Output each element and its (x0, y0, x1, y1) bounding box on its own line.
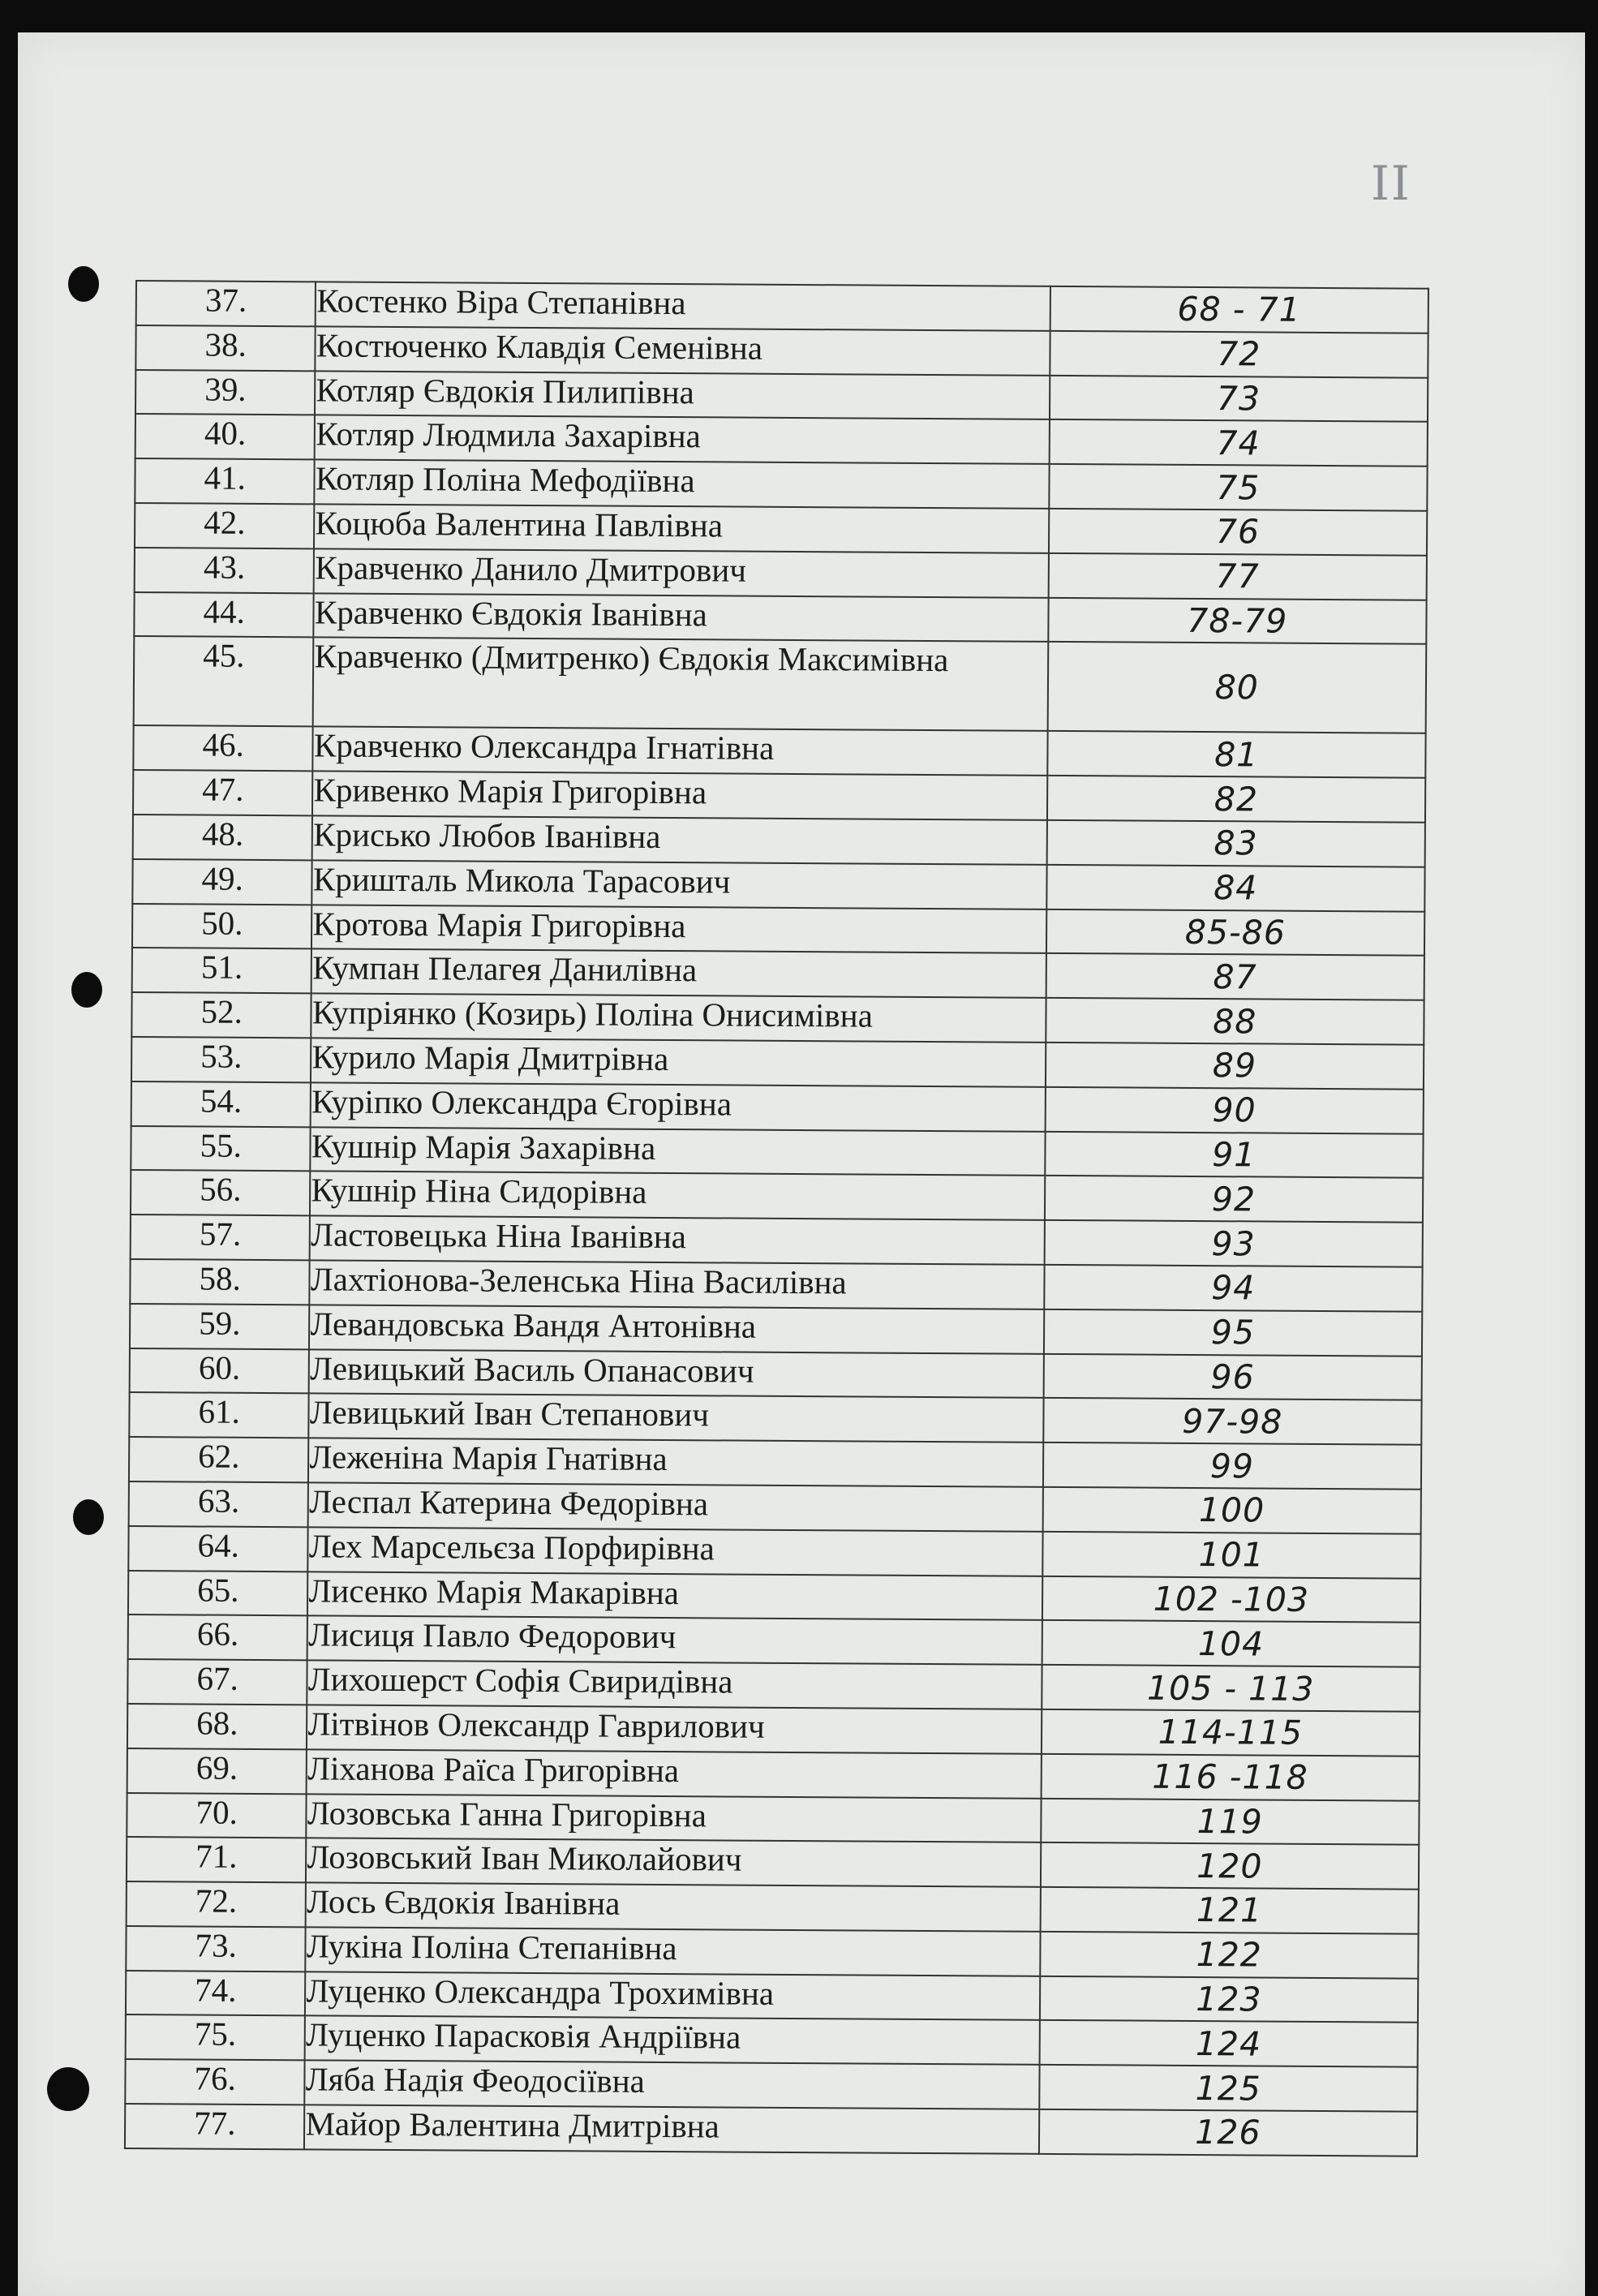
row-number-cell: 68. (127, 1704, 307, 1749)
row-number-cell: 76. (125, 2059, 305, 2105)
row-number-cell: 48. (133, 815, 313, 860)
person-name-cell: Курило Марія Дмитрівна (311, 1038, 1045, 1086)
page-reference-cell: 101 (1042, 1532, 1421, 1579)
page-reference-cell: 81 (1047, 731, 1426, 778)
row-number-cell: 53. (131, 1037, 311, 1082)
table-row (131, 1126, 1423, 1179)
table-row (133, 815, 1425, 867)
page-reference-cell: 100 (1042, 1487, 1421, 1534)
person-name-cell: Купріянко (Козирь) Поліна Онисимівна (311, 993, 1046, 1042)
torn-punch-hole (47, 2067, 89, 2111)
table-row (126, 1971, 1418, 2023)
table-row (128, 1615, 1420, 1667)
table-row (127, 1881, 1419, 1934)
page-reference-cell: 72 (1050, 331, 1428, 378)
page-reference-cell: 116 -118 (1041, 1754, 1420, 1801)
page-reference-cell: 74 (1049, 419, 1428, 467)
table-row (133, 770, 1425, 823)
page-reference-cell: 121 (1040, 1887, 1419, 1934)
person-name-cell: Лось Євдокія Іванівна (306, 1882, 1040, 1931)
punch-hole (68, 266, 99, 302)
punch-hole (73, 1499, 104, 1535)
table-row (132, 904, 1424, 957)
person-name-cell: Лукіна Поліна Степанівна (306, 1927, 1040, 1976)
person-name-cell: Леженіна Марія Гнатівна (308, 1438, 1042, 1486)
row-number-cell: 60. (130, 1348, 310, 1394)
table-row (133, 725, 1425, 778)
table-row (126, 1926, 1418, 1979)
table-row (131, 1037, 1424, 1090)
person-name-cell: Куріпко Олександра Єгорівна (311, 1082, 1045, 1131)
row-number-cell: 67. (127, 1659, 307, 1705)
row-number-cell: 73. (126, 1926, 306, 1971)
table-row (135, 325, 1428, 378)
table-row (129, 1481, 1421, 1534)
row-number-cell: 45. (134, 636, 314, 726)
row-number-cell: 66. (128, 1615, 308, 1660)
person-name-cell: Котляр Поліна Мефодіївна (315, 460, 1049, 509)
row-number-cell: 40. (135, 414, 316, 459)
table-row (131, 1170, 1423, 1223)
row-number-cell: 74. (126, 1971, 306, 2016)
page-reference-cell: 124 (1039, 2020, 1418, 2067)
person-name-cell: Ластовецька Ніна Іванівна (310, 1215, 1044, 1264)
table-row (131, 1081, 1424, 1134)
person-name-cell: Кушнір Марія Захарівна (311, 1127, 1045, 1176)
page-reference-cell: 104 (1042, 1620, 1420, 1667)
table-row (129, 1392, 1421, 1445)
row-number-cell: 59. (130, 1304, 310, 1349)
person-name-cell: Ліханова Раїса Григорівна (307, 1749, 1041, 1798)
person-name-cell: Коцюба Валентина Павлівна (314, 504, 1048, 553)
row-number-cell: 71. (127, 1837, 307, 1882)
person-name-cell: Лозовська Ганна Григорівна (307, 1794, 1041, 1842)
person-name-cell: Лисиця Павло Федорович (307, 1616, 1042, 1665)
page-reference-cell: 93 (1044, 1220, 1423, 1267)
page-reference-cell: 73 (1050, 375, 1428, 422)
person-name-cell: Майор Валентина Дмитрівна (304, 2105, 1038, 2153)
table-row (135, 548, 1427, 600)
row-number-cell: 55. (131, 1126, 311, 1172)
person-name-cell: Лозовський Іван Миколайович (306, 1838, 1040, 1887)
person-name-cell: Котляр Євдокія Пилипівна (315, 371, 1049, 419)
row-number-cell: 44. (134, 592, 314, 638)
row-number-cell: 77. (125, 2104, 305, 2149)
table-row (127, 1792, 1419, 1845)
person-name-cell: Кумпан Пелагея Данилівна (311, 949, 1046, 998)
row-number-cell: 64. (128, 1526, 308, 1572)
row-number-cell: 42. (135, 503, 315, 548)
table-row (136, 281, 1428, 333)
row-number-cell: 61. (129, 1392, 309, 1438)
table-row (135, 414, 1428, 467)
table-row (130, 1348, 1422, 1401)
person-name-cell: Левицький Іван Степанович (309, 1394, 1043, 1443)
page-reference-cell: 126 (1039, 2109, 1418, 2156)
row-number-cell: 75. (126, 2014, 306, 2060)
table-row (127, 1704, 1420, 1756)
page-reference-cell: 83 (1046, 820, 1425, 867)
table-row (135, 370, 1428, 423)
page-reference-cell: 122 (1040, 1932, 1419, 1979)
person-name-cell: Кришталь Микола Тарасович (312, 860, 1046, 909)
page-reference-cell: 91 (1045, 1131, 1424, 1178)
page-reference-cell: 95 (1044, 1309, 1423, 1357)
page-reference-cell: 84 (1046, 865, 1425, 912)
row-number-cell: 63. (129, 1481, 309, 1527)
row-number-cell: 46. (133, 725, 313, 771)
page-reference-cell: 85-86 (1046, 909, 1425, 956)
page-reference-cell: 77 (1048, 553, 1427, 600)
row-number-cell: 52. (131, 992, 311, 1038)
table-row (129, 1437, 1421, 1490)
person-name-cell: Луценко Олександра Трохимівна (305, 1971, 1039, 2020)
row-number-cell: 62. (129, 1437, 309, 1482)
table-row (128, 1570, 1420, 1623)
punch-hole (71, 972, 102, 1008)
table-row (126, 2014, 1418, 2067)
page-reference-cell: 88 (1046, 998, 1424, 1045)
row-number-cell: 38. (135, 325, 316, 371)
page-reference-cell: 89 (1046, 1043, 1424, 1090)
person-name-cell: Леспал Катерина Федорівна (308, 1482, 1042, 1531)
page-reference-cell: 68 - 71 (1050, 286, 1428, 333)
row-number-cell: 54. (131, 1081, 311, 1127)
person-name-cell: Кравченко Данило Дмитрович (314, 548, 1048, 597)
row-number-cell: 65. (128, 1570, 308, 1615)
table-row (130, 1304, 1422, 1357)
row-number-cell: 43. (135, 548, 315, 593)
person-name-cell: Лахтіонова-Зеленська Ніна Василівна (310, 1260, 1044, 1309)
row-number-cell: 72. (127, 1881, 307, 1927)
table-row (127, 1659, 1420, 1712)
roster-table (124, 280, 1429, 2157)
row-number-cell: 69. (127, 1748, 307, 1794)
person-name-cell: Кротова Марія Григорівна (311, 905, 1046, 953)
page-reference-cell: 114-115 (1042, 1709, 1420, 1756)
person-name-cell: Костенко Віра Степанівна (316, 282, 1050, 330)
page-reference-cell: 75 (1049, 464, 1428, 511)
person-name-cell: Костюченко Клавдія Семенівна (316, 326, 1050, 375)
person-name-cell: Кравченко Олександра Ігнатівна (313, 727, 1047, 776)
table-row (128, 1526, 1420, 1579)
page-reference-cell: 125 (1039, 2065, 1418, 2112)
table-row (135, 503, 1427, 556)
person-name-cell: Котляр Людмила Захарівна (315, 415, 1049, 464)
row-number-cell: 50. (132, 904, 312, 949)
table-row (132, 948, 1424, 1000)
table-row (125, 2104, 1417, 2156)
person-name-cell: Лисенко Марія Макарівна (307, 1572, 1042, 1620)
person-name-cell: Луценко Парасковія Андріївна (305, 2016, 1039, 2065)
document-page (18, 32, 1585, 2296)
page-reference-cell: 76 (1049, 509, 1428, 556)
row-number-cell: 41. (135, 458, 315, 504)
row-number-cell: 70. (127, 1792, 307, 1838)
page-reference-cell: 105 - 113 (1042, 1665, 1420, 1712)
table-row (134, 592, 1426, 645)
row-number-cell: 37. (136, 281, 316, 326)
person-name-cell: Ляба Надія Феодосіївна (305, 2061, 1039, 2109)
page-reference-cell: 82 (1047, 776, 1426, 823)
person-name-cell: Крисько Любов Іванівна (312, 815, 1046, 864)
table-row (135, 458, 1427, 511)
person-name-cell: Левандовська Вандя Антонівна (309, 1305, 1043, 1353)
page-reference-cell: 80 (1047, 642, 1426, 733)
person-name-cell: Кушнір Ніна Сидорівна (310, 1172, 1044, 1220)
person-name-cell: Кравченко (Дмитренко) Євдокія Максимівна (313, 638, 1048, 732)
table-row (134, 636, 1427, 733)
person-name-cell: Кравченко Євдокія Іванівна (314, 593, 1048, 642)
person-name-cell: Літвінов Олександр Гаврилович (307, 1705, 1041, 1753)
table-row (131, 1215, 1423, 1267)
person-name-cell: Кривенко Марія Григорівна (312, 772, 1046, 820)
row-number-cell: 39. (135, 370, 316, 415)
table-row (125, 2059, 1417, 2112)
person-name-cell: Лихошерст Софія Свиридівна (307, 1660, 1042, 1709)
row-number-cell: 58. (130, 1259, 310, 1305)
person-name-cell: Лех Марсельєза Порфирівна (308, 1527, 1042, 1576)
page-reference-cell: 94 (1044, 1265, 1423, 1312)
row-number-cell: 49. (132, 859, 312, 905)
page-reference-cell: 87 (1046, 953, 1424, 1000)
table-row (132, 859, 1424, 912)
page-reference-cell: 92 (1045, 1176, 1424, 1223)
table-row (130, 1259, 1422, 1312)
page-reference-cell: 102 -103 (1042, 1576, 1421, 1623)
table-row (131, 992, 1424, 1045)
person-name-cell: Левицький Василь Опанасович (309, 1349, 1043, 1398)
row-number-cell: 57. (131, 1215, 311, 1260)
page-reference-cell: 120 (1041, 1842, 1420, 1890)
sheet-number-mark: II (1371, 156, 1411, 211)
row-number-cell: 51. (132, 948, 312, 993)
page-reference-cell: 119 (1041, 1798, 1420, 1845)
page-reference-cell: 96 (1043, 1353, 1422, 1400)
page-reference-cell: 123 (1040, 1976, 1419, 2023)
row-number-cell: 47. (133, 770, 313, 815)
page-reference-cell: 78-79 (1048, 597, 1427, 644)
table-row (127, 1837, 1419, 1890)
table-row (127, 1748, 1420, 1801)
page-reference-cell: 99 (1043, 1443, 1422, 1490)
row-number-cell: 56. (131, 1170, 311, 1215)
page-reference-cell: 97-98 (1043, 1398, 1422, 1445)
page-reference-cell: 90 (1045, 1087, 1424, 1134)
